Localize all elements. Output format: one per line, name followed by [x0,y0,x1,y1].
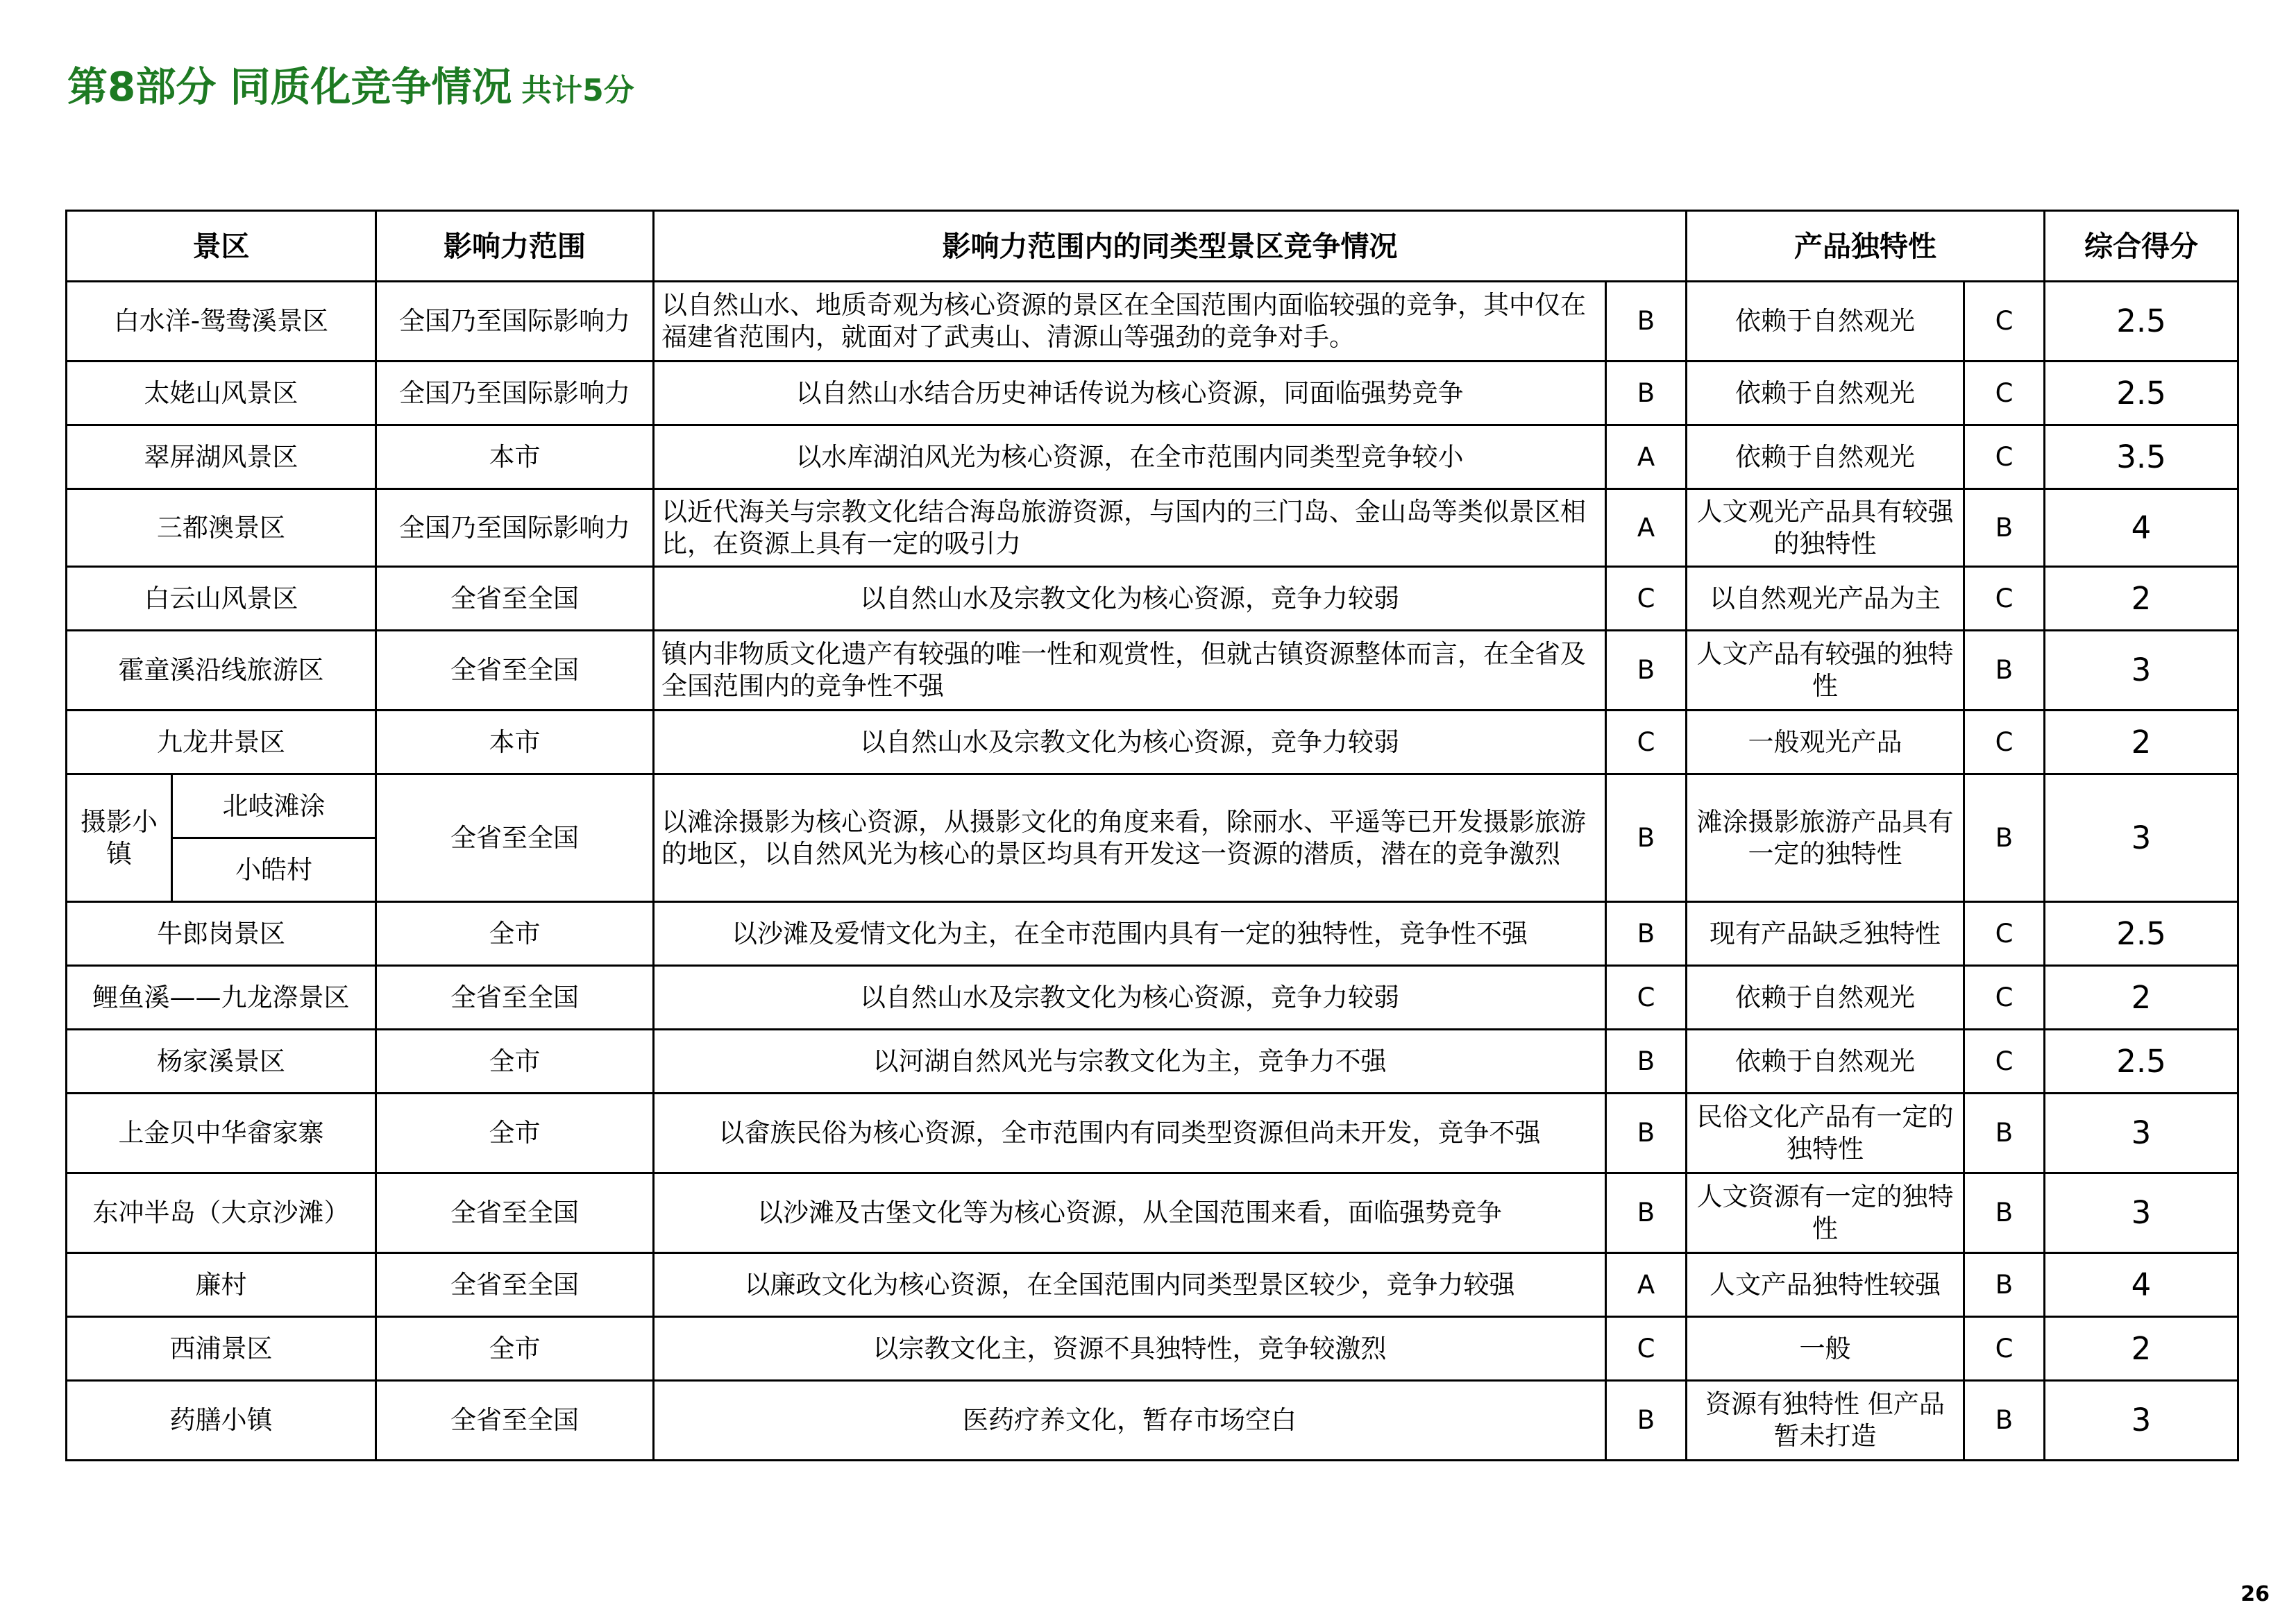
cell-uniqueness: 依赖于自然观光 [1687,966,1964,1030]
cell-score: 3 [2045,774,2238,902]
cell-uniqueness-grade: B [1964,1253,2045,1317]
table-row [67,966,2238,1030]
table-row [67,774,2238,838]
table-row [67,711,2238,774]
table-row [67,489,2238,567]
table-row [67,567,2238,631]
cell-competition-grade: B [1606,282,1687,362]
cell-competition: 以水库湖泊风光为核心资源，在全市范围内同类型竞争较小 [654,425,1606,489]
cell-score: 2 [2045,711,2238,774]
table-row [67,425,2238,489]
page-title-total: 共计5分 [521,73,634,108]
cell-range: 本市 [376,711,654,774]
cell-area: 白水洋-鸳鸯溪景区 [67,282,376,362]
cell-range: 全省至全国 [376,1381,654,1461]
cell-score: 2 [2045,966,2238,1030]
cell-uniqueness-grade: C [1964,1030,2045,1094]
cell-uniqueness-grade: C [1964,966,2045,1030]
cell-competition-grade: A [1606,489,1687,567]
page-number: 26 [2240,1582,2270,1606]
cell-uniqueness-grade: C [1964,567,2045,631]
cell-range: 全市 [376,1317,654,1381]
cell-competition-grade: B [1606,362,1687,425]
cell-competition-grade: A [1606,1253,1687,1317]
table-row [67,1253,2238,1317]
cell-competition-grade: C [1606,567,1687,631]
table-row [67,362,2238,425]
cell-uniqueness-grade: B [1964,631,2045,711]
cell-range: 全省至全国 [376,966,654,1030]
cell-uniqueness-grade: B [1964,489,2045,567]
cell-uniqueness-grade: C [1964,711,2045,774]
cell-range: 全市 [376,1094,654,1173]
cell-area: 九龙井景区 [67,711,376,774]
cell-competition-grade: C [1606,1317,1687,1381]
cell-area: 廉村 [67,1253,376,1317]
table-header-row [67,211,2238,282]
cell-uniqueness-grade: C [1964,1317,2045,1381]
cell-competition: 以自然山水及宗教文化为核心资源，竞争力较弱 [654,966,1606,1030]
cell-score: 2 [2045,567,2238,631]
cell-score: 3 [2045,631,2238,711]
cell-area: 牛郎岗景区 [67,902,376,966]
cell-score: 3 [2045,1381,2238,1461]
header-range: 影响力范围 [376,211,654,282]
cell-uniqueness: 人文产品独特性较强 [1687,1253,1964,1317]
cell-uniqueness-grade: B [1964,1381,2045,1461]
cell-competition-grade: B [1606,1094,1687,1173]
cell-range: 全国乃至国际影响力 [376,489,654,567]
cell-area: 东冲半岛（大京沙滩） [67,1173,376,1253]
cell-uniqueness: 一般观光产品 [1687,711,1964,774]
cell-uniqueness: 人文观光产品具有较强的独特性 [1687,489,1964,567]
cell-score: 2.5 [2045,1030,2238,1094]
table-row [67,282,2238,362]
cell-uniqueness: 一般 [1687,1317,1964,1381]
cell-uniqueness: 现有产品缺乏独特性 [1687,902,1964,966]
cell-competition: 以河湖自然风光与宗教文化为主，竞争力不强 [654,1030,1606,1094]
cell-competition-grade: C [1606,711,1687,774]
cell-area: 西浦景区 [67,1317,376,1381]
cell-uniqueness-grade: C [1964,425,2045,489]
cell-score: 2.5 [2045,362,2238,425]
table-row [67,631,2238,711]
cell-area-sub: 小皓村 [172,838,376,902]
cell-uniqueness-grade: C [1964,362,2045,425]
cell-area: 白云山风景区 [67,567,376,631]
page-title [67,54,634,112]
cell-range: 全省至全国 [376,631,654,711]
cell-uniqueness-grade: B [1964,774,2045,902]
cell-area: 鲤鱼溪——九龙漈景区 [67,966,376,1030]
cell-competition: 以自然山水、地质奇观为核心资源的景区在全国范围内面临较强的竞争，其中仅在福建省范围内，就面对了武夷山、清源山等强劲的竞争对手。 [654,282,1606,362]
header-competition: 影响力范围内的同类型景区竞争情况 [654,211,1687,282]
cell-competition: 以宗教文化主，资源不具独特性，竞争较激烈 [654,1317,1606,1381]
cell-score: 4 [2045,1253,2238,1317]
table-row [67,902,2238,966]
cell-uniqueness: 依赖于自然观光 [1687,1030,1964,1094]
cell-competition: 以滩涂摄影为核心资源，从摄影文化的角度来看，除丽水、平遥等已开发摄影旅游的地区，以自然风光为核心的景区均具有开发这一资源的潜质，潜在的竞争激烈 [654,774,1606,902]
page-title-main: 第8部分 同质化竞争情况 [67,63,512,110]
cell-uniqueness: 依赖于自然观光 [1687,362,1964,425]
cell-competition: 镇内非物质文化遗产有较强的唯一性和观赏性，但就古镇资源整体而言，在全省及全国范围内的竞争性不强 [654,631,1606,711]
cell-area: 上金贝中华畲家寨 [67,1094,376,1173]
cell-score: 3 [2045,1094,2238,1173]
cell-area: 药膳小镇 [67,1381,376,1461]
table-row [67,1030,2238,1094]
table-body [67,282,2238,1461]
cell-uniqueness-grade: B [1964,1173,2045,1253]
cell-area: 霍童溪沿线旅游区 [67,631,376,711]
cell-area: 翠屏湖风景区 [67,425,376,489]
header-uniqueness: 产品独特性 [1687,211,2045,282]
cell-score: 3 [2045,1173,2238,1253]
cell-uniqueness: 依赖于自然观光 [1687,282,1964,362]
cell-score: 4 [2045,489,2238,567]
table-row [67,1094,2238,1173]
cell-score: 3.5 [2045,425,2238,489]
cell-competition: 以廉政文化为核心资源，在全国范围内同类型景区较少，竞争力较强 [654,1253,1606,1317]
cell-area-sub: 北岐滩涂 [172,774,376,838]
cell-competition: 以自然山水及宗教文化为核心资源，竞争力较弱 [654,711,1606,774]
cell-competition: 以沙滩及爱情文化为主，在全市范围内具有一定的独特性，竞争性不强 [654,902,1606,966]
cell-uniqueness-grade: C [1964,282,2045,362]
cell-area: 杨家溪景区 [67,1030,376,1094]
cell-range: 全省至全国 [376,774,654,902]
table-row [67,1381,2238,1461]
table-row [67,1173,2238,1253]
cell-uniqueness: 人文产品有较强的独特性 [1687,631,1964,711]
cell-competition-grade: B [1606,631,1687,711]
cell-area: 三都澳景区 [67,489,376,567]
header-area: 景区 [67,211,376,282]
cell-competition-grade: B [1606,1381,1687,1461]
table-row [67,1317,2238,1381]
cell-competition-grade: B [1606,902,1687,966]
cell-range: 全国乃至国际影响力 [376,362,654,425]
cell-uniqueness: 人文资源有一定的独特性 [1687,1173,1964,1253]
cell-range: 全市 [376,1030,654,1094]
cell-competition: 以近代海关与宗教文化结合海岛旅游资源，与国内的三门岛、金山岛等类似景区相比，在资源上具有一定的吸引力 [654,489,1606,567]
cell-range: 全省至全国 [376,567,654,631]
cell-uniqueness-grade: B [1964,1094,2045,1173]
cell-competition: 以沙滩及古堡文化等为核心资源，从全国范围来看，面临强势竞争 [654,1173,1606,1253]
cell-uniqueness: 民俗文化产品有一定的独特性 [1687,1094,1964,1173]
cell-uniqueness: 资源有独特性 但产品暂未打造 [1687,1381,1964,1461]
cell-competition-grade: A [1606,425,1687,489]
cell-competition-grade: B [1606,774,1687,902]
cell-uniqueness: 以自然观光产品为主 [1687,567,1964,631]
cell-competition-grade: C [1606,966,1687,1030]
cell-score: 2 [2045,1317,2238,1381]
header-score: 综合得分 [2045,211,2238,282]
cell-competition: 以畲族民俗为核心资源，全市范围内有同类型资源但尚未开发，竞争不强 [654,1094,1606,1173]
cell-uniqueness: 依赖于自然观光 [1687,425,1964,489]
cell-area: 太姥山风景区 [67,362,376,425]
cell-uniqueness-grade: C [1964,902,2045,966]
cell-range: 全省至全国 [376,1173,654,1253]
cell-competition: 医药疗养文化，暂存市场空白 [654,1381,1606,1461]
cell-competition-grade: B [1606,1030,1687,1094]
competition-table [65,210,2239,1461]
cell-range: 全省至全国 [376,1253,654,1317]
cell-range: 全市 [376,902,654,966]
cell-score: 2.5 [2045,902,2238,966]
cell-uniqueness: 滩涂摄影旅游产品具有一定的独特性 [1687,774,1964,902]
cell-range: 全国乃至国际影响力 [376,282,654,362]
cell-competition: 以自然山水及宗教文化为核心资源，竞争力较弱 [654,567,1606,631]
cell-range: 本市 [376,425,654,489]
cell-score: 2.5 [2045,282,2238,362]
cell-competition: 以自然山水结合历史神话传说为核心资源，同面临强势竞争 [654,362,1606,425]
cell-area-group: 摄影小镇 [67,774,172,902]
cell-competition-grade: B [1606,1173,1687,1253]
